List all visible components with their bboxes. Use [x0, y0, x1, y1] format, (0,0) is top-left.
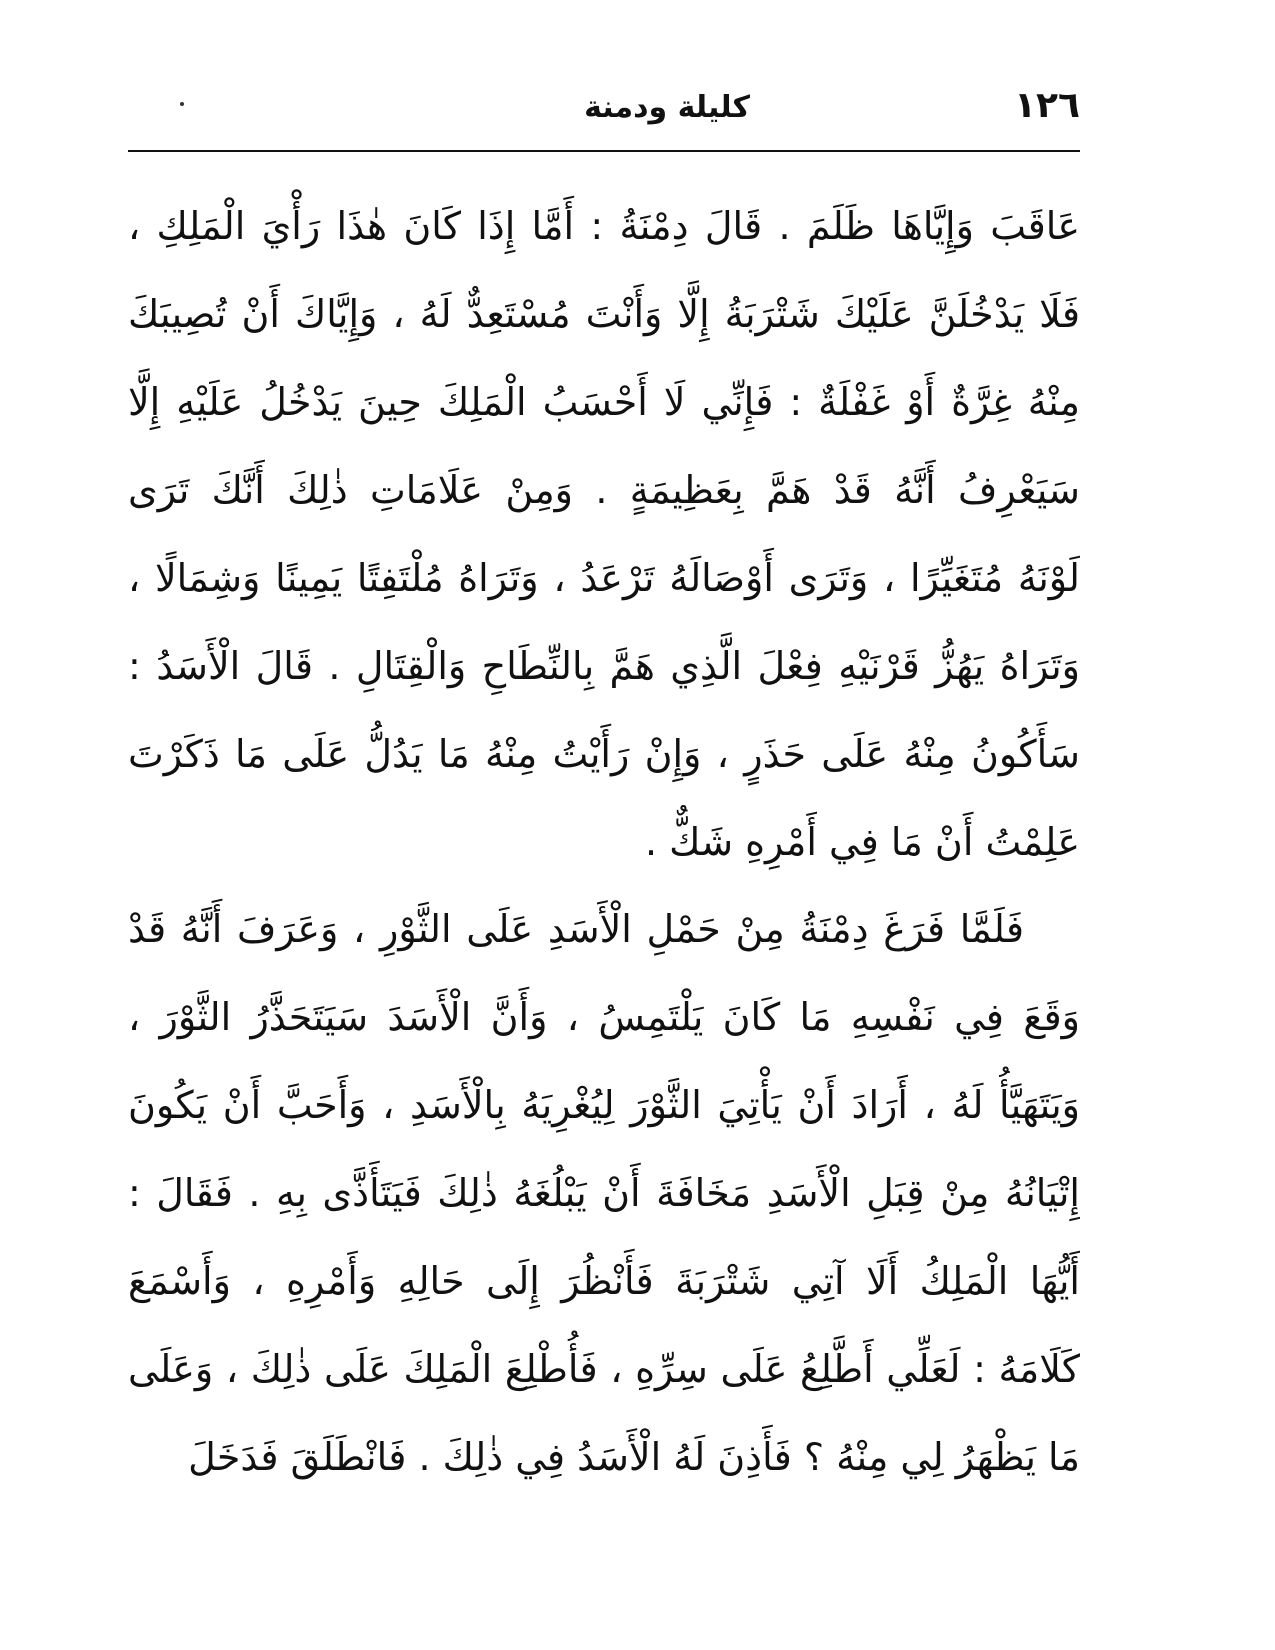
text-line: وَقَعَ فِي نَفْسِهِ مَا كَانَ يَلْتَمِسُ ، وَأَنَّ الْأَسَدَ سَيَتَحَذَّرُ الثَّوْرَ ،: [128, 995, 1080, 1039]
book-title: كليلة ودمنة: [584, 90, 750, 125]
header-rule: [128, 150, 1080, 152]
text-line: إِتْيَانُهُ مِنْ قِبَلِ الْأَسَدِ مَخَافَةَ أَنْ يَبْلُغَهُ ذٰلِكَ فَيَتَأَذَّى بِهِ . فَقَالَ :: [128, 1171, 1080, 1215]
text-line: وَتَرَاهُ يَهُزُّ قَرْنَيْهِ فِعْلَ الَّذِي هَمَّ بِالنِّطَاحِ وَالْقِتَالِ . قَالَ الْأَسَدُ :: [128, 644, 1080, 688]
text-line: مَا يَظْهَرُ لِي مِنْهُ ؟ فَأَذِنَ لَهُ الْأَسَدُ فِي ذٰلِكَ . فَانْطَلَقَ فَدَخَلَ: [188, 1435, 1080, 1479]
paragraph-1: [128, 182, 1080, 886]
text-line: أَيُّهَا الْمَلِكُ أَلَا آتِي شَتْرَبَةَ فَأَنْظُرَ إِلَى حَالِهِ وَأَمْرِهِ ، وَأَسْمَعَ: [128, 1259, 1080, 1303]
text-line: وَيَتَهَيَّأُ لَهُ ، أَرَادَ أَنْ يَأْتِيَ الثَّوْرَ لِيُغْرِيَهُ بِالْأَسَدِ ، وَأَحَبَّ أَنْ يَكُونَ: [128, 1083, 1080, 1127]
text-line: فَلَا يَدْخُلَنَّ عَلَيْكَ شَتْرَبَةُ إِلَّا وَأَنْتَ مُسْتَعِدٌّ لَهُ ، وَإِيَّاكَ أَنْ تُصِيبَكَ: [128, 292, 1080, 336]
text-line: عَلِمْتُ أَنْ مَا فِي أَمْرِهِ شَكٌّ .: [645, 820, 1080, 864]
running-head: [130, 82, 1080, 142]
text-line: سَأَكُونُ مِنْهُ عَلَى حَذَرٍ ، وَإِنْ رَأَيْتُ مِنْهُ مَا يَدُلُّ عَلَى مَا ذَكَرْتَ: [128, 732, 1080, 776]
page-number: ١٢٦: [1014, 85, 1080, 126]
print-speck: [180, 102, 184, 106]
text-line: لَوْنَهُ مُتَغَيِّرًا ، وَتَرَى أَوْصَالَهُ تَرْعَدُ ، وَتَرَاهُ مُلْتَفِتًا يَمِينًا وَشِمَالًا ،: [128, 556, 1080, 600]
paragraph-2: [128, 885, 1080, 1501]
text-line: فَلَمَّا فَرَغَ دِمْنَةُ مِنْ حَمْلِ الْأَسَدِ عَلَى الثَّوْرِ ، وَعَرَفَ أَنَّهُ قَدْ: [128, 907, 1024, 951]
text-line: كَلَامَهُ : لَعَلِّي أَطَّلِعُ عَلَى سِرِّهِ ، فَأُطْلِعَ الْمَلِكَ عَلَى ذٰلِكَ ، وَعَلَى: [128, 1347, 1080, 1391]
text-line: سَيَعْرِفُ أَنَّهُ قَدْ هَمَّ بِعَظِيمَةٍ . وَمِنْ عَلَامَاتِ ذٰلِكَ أَنَّكَ تَرَى: [128, 468, 1080, 512]
text-line: مِنْهُ غِرَّةٌ أَوْ غَفْلَةٌ : فَإِنِّي لَا أَحْسَبُ الْمَلِكَ حِينَ يَدْخُلُ عَلَيْهِ إِلَّا: [128, 380, 1080, 424]
text-line: عَاقَبَ وَإِيَّاهَا ظَلَمَ . قَالَ دِمْنَةُ : أَمَّا إِذَا كَانَ هٰذَا رَأْيَ الْمَلِكِ ،: [128, 204, 1080, 248]
